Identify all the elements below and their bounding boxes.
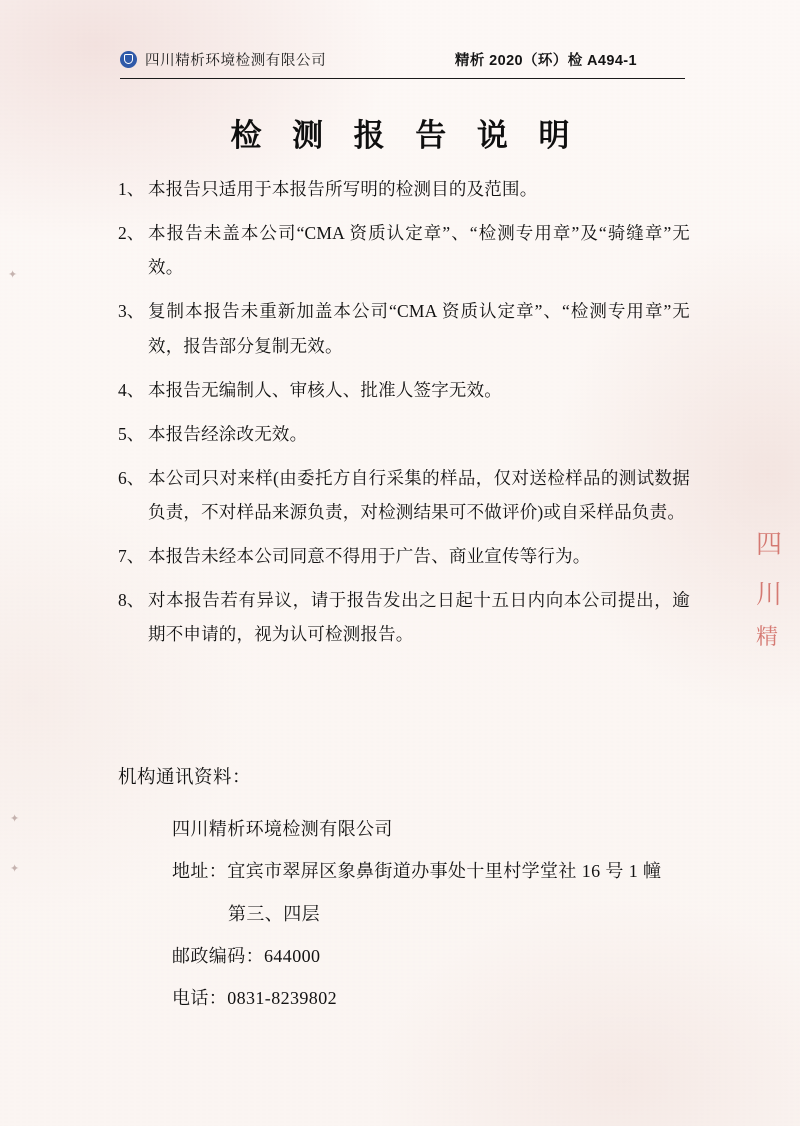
clause-item [118,417,690,451]
contact-address-line-2: 第三、四层 [228,903,320,924]
header-divider [120,78,685,79]
clause-text: 复制本报告未重新加盖本公司“CMA 资质认定章”、“检测专用章”无效，报告部分复制无效。 [148,301,690,356]
red-seal-stamp-icon [754,520,800,650]
seal-char-2: 川 [756,580,783,609]
clause-text: 本报告无编制人、审核人、批准人签字无效。 [148,379,502,400]
company-shield-logo-icon [120,51,137,68]
contact-postcode: 邮政编码：644000 [172,945,321,966]
clause-item [118,583,690,651]
clause-item [118,172,690,206]
clause-text: 本公司只对来样(由委托方自行采集的样品，仅对送检样品的测试数据负责，不对样品来源负责，对检测结果可不做评价)或自采样品负责。 [148,467,690,522]
document-header [120,44,685,82]
scan-edge-mark-icon: ✦ [8,269,18,281]
clause-item [118,216,690,284]
clause-text: 本报告未盖本公司“CMA 资质认定章”、“检测专用章”及“骑缝章”无效。 [148,223,690,278]
clause-text: 对本报告若有异议，请于报告发出之日起十五日内向本公司提出，逾期不申请的，视为认可检测报告。 [148,590,690,645]
header-report-code: 精析 2020（环）检 A494-1 [454,52,637,69]
scan-edge-mark-icon: ✦ [10,813,20,825]
clause-number: 6、 [118,467,145,488]
clause-item [118,294,690,362]
contact-heading: 机构通讯资料： [118,768,252,788]
clause-number: 8、 [118,590,145,611]
page-title: 检 测 报 告 说 明 [230,118,581,153]
contact-block [172,808,732,1019]
clause-number: 3、 [118,301,145,322]
contact-address-line-1: 地址：宜宾市翠屏区象鼻街道办事处十里村学堂社 16 号 1 幢 [172,861,662,882]
header-company-name: 四川精析环境检测有限公司 [145,52,327,69]
clause-number: 1、 [118,179,145,199]
contact-company-name: 四川精析环境检测有限公司 [172,819,393,839]
clause-item [118,539,690,573]
clause-number: 2、 [118,223,145,244]
contact-phone: 电话：0831-8239802 [172,988,337,1009]
clause-item [118,461,690,529]
seal-char-3: 精 [756,624,779,649]
clause-list [118,172,690,662]
clause-number: 7、 [118,546,145,567]
clause-number: 5、 [118,423,145,444]
clause-text: 本报告未经本公司同意不得用于广告、商业宣传等行为。 [148,546,591,567]
clause-text: 本报告经涂改无效。 [148,423,308,444]
clause-item [118,373,690,407]
clause-text: 本报告只适用于本报告所写明的检测目的及范围。 [148,179,538,199]
scan-edge-mark-icon: ✦ [10,863,20,875]
clause-number: 4、 [118,379,145,400]
seal-char-1: 四 [756,530,783,559]
